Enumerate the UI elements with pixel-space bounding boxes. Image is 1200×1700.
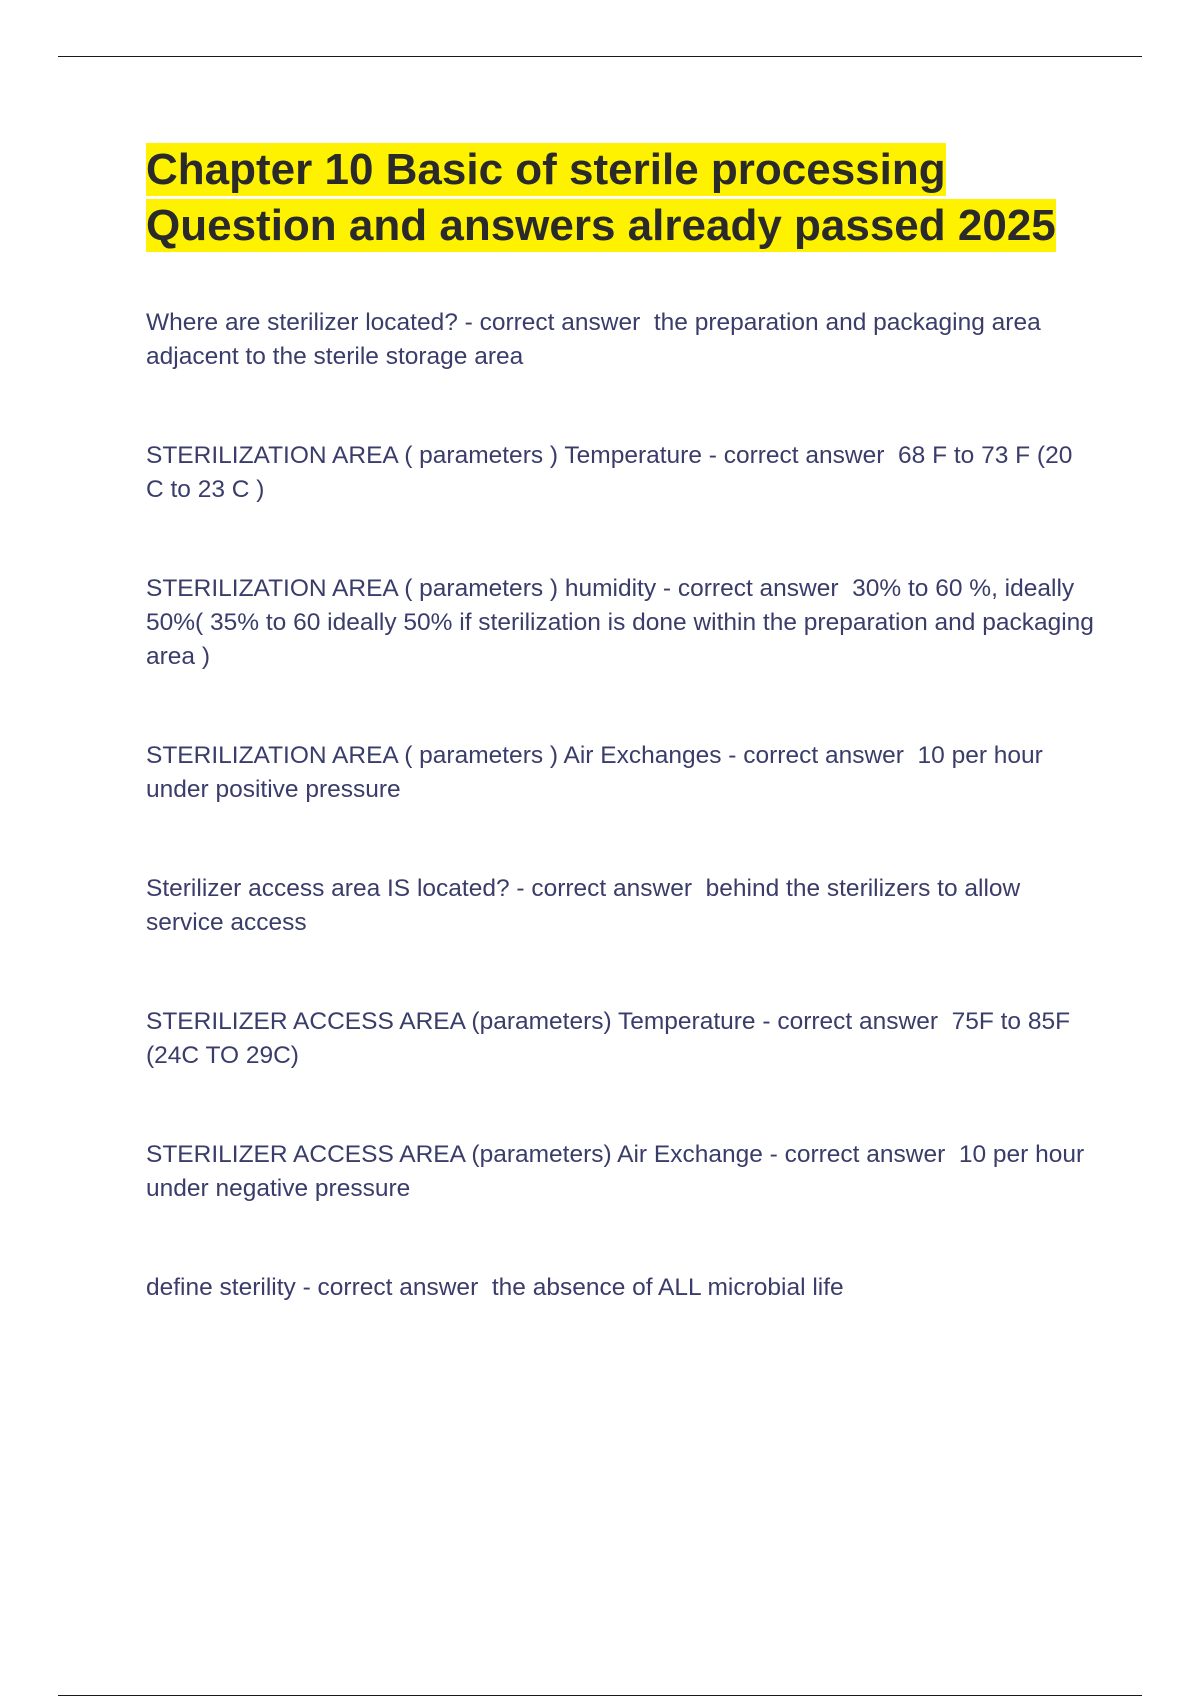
qa-item-sterilization-air-exchanges: STERILIZATION AREA ( parameters ) Air Exchanges - correct answer 10 per hour under positive pressure xyxy=(146,742,1050,803)
qa-list xyxy=(146,306,1101,1305)
title-highlight: Chapter 10 Basic of sterile processing Question and answers already passed 2025 xyxy=(146,145,1056,250)
qa-item-access-area-air-exchange: STERILIZER ACCESS AREA (parameters) Air Exchange - correct answer 10 per hour under negative pressure xyxy=(146,1141,1091,1202)
document-body xyxy=(146,142,1101,1370)
qa-item-access-area-temperature: STERILIZER ACCESS AREA (parameters) Temperature - correct answer 75F to 85F (24C TO 29C) xyxy=(146,1008,1077,1069)
qa-item-access-area-location: Sterilizer access area IS located? - correct answer behind the sterilizers to allow service access xyxy=(146,875,1028,936)
qa-item-define-sterility: define sterility - correct answer the absence of ALL microbial life xyxy=(146,1274,844,1301)
qa-item-sterilization-temperature: STERILIZATION AREA ( parameters ) Temperature - correct answer 68 F to 73 F (20 C to 23 C ) xyxy=(146,442,1080,503)
qa-item-sterilizer-location: Where are sterilizer located? - correct answer the preparation and packaging area adjacent to the sterile storage area xyxy=(146,309,1048,370)
qa-item-sterilization-humidity: STERILIZATION AREA ( parameters ) humidity - correct answer 30% to 60 %, ideally 50%( 35% to 60 ideally 50% if sterilization is done within the preparation and packaging area ) xyxy=(146,575,1101,670)
top-rule xyxy=(58,56,1142,57)
bottom-rule xyxy=(58,1695,1142,1696)
document-title xyxy=(146,142,1096,254)
